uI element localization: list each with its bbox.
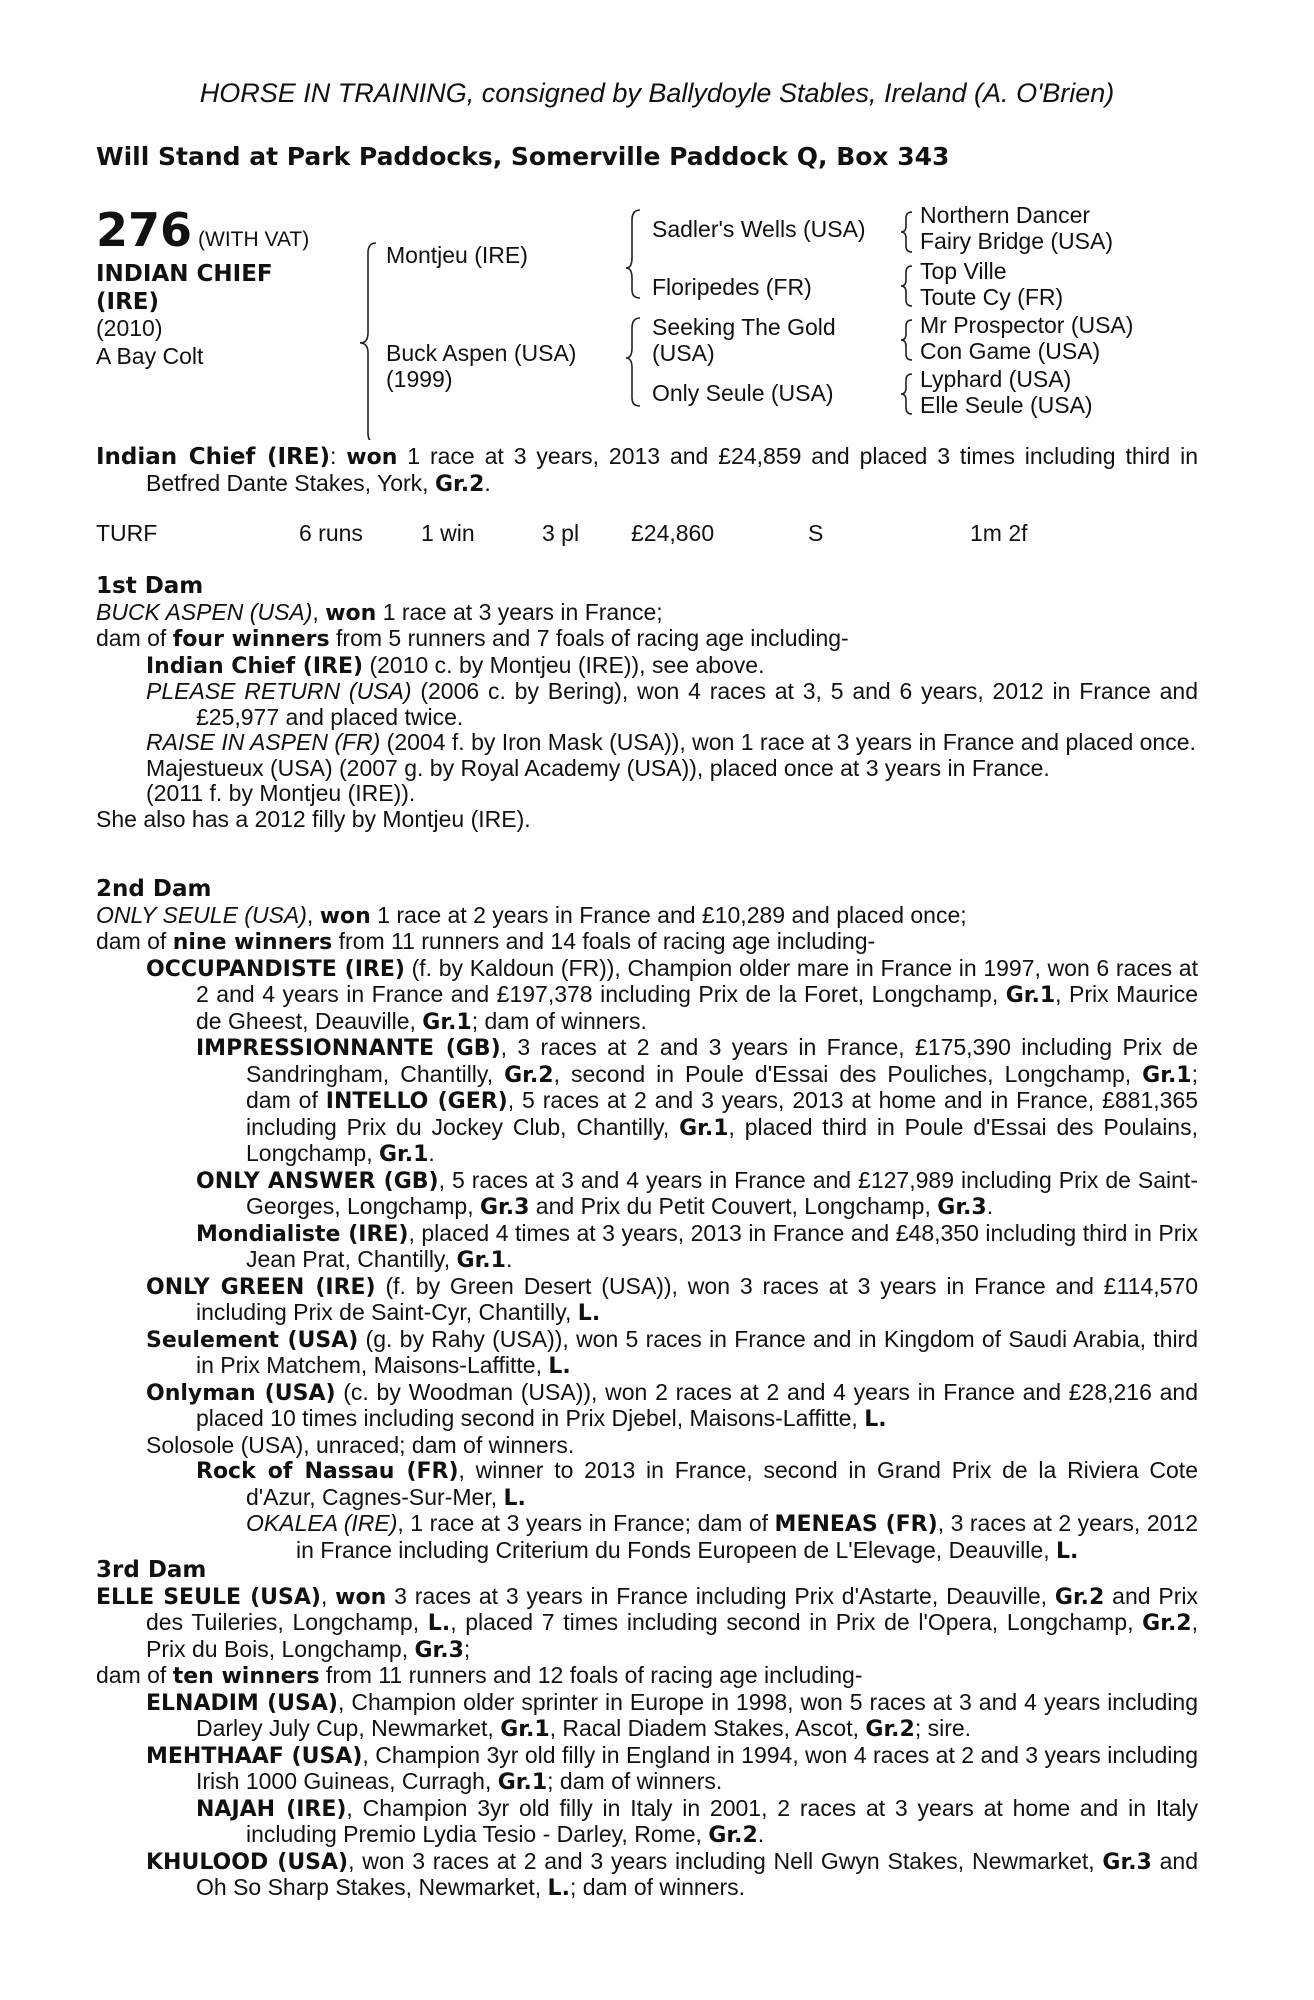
pedigree-dam-sire: Seeking The Gold (USA) [652,314,836,366]
list-item: IMPRESSIONNANTE (GB), 3 races at 2 and 3 years in France, £175,390 including Prix de Sandringham, Chantilly, Gr.2, second in Poule d'Essai des Pouliches, Longchamp, Gr.1; dam of INTELLO (GER), 5 races at 2 and 3 years, 2013 at home and in France, £881,365 including Prix du Jockey Club, Chantilly, Gr.1, placed third in Poule d'Essai des Poulains, Longchamp, Gr.1. [196,1034,1199,1167]
list-item: She also has a 2012 filly by Montjeu (IRE). [96,805,531,832]
pedigree-g3-3: Top Ville [920,258,1007,284]
list-item: Majestueux (USA) (2007 g. by Royal Academy (USA)), placed once at 3 years in France. [146,754,1050,781]
pedigree-sire-sire: Sadler's Wells (USA) [652,216,866,242]
list-item: ELNADIM (USA), Champion older sprinter in Europe in 1998, won 5 races at 3 and 4 years including Darley July Cup, Newmarket, Gr.1, Racal Diadem Stakes, Ascot, Gr.2; sire. [146,1688,1198,1742]
first-dam-section: 1st Dam BUCK ASPEN (USA), won 1 race at 3 years in France; dam of four winners from 5 runners and 7 foals of racing age including- Indian Chief (IRE) (2010 c. by Montjeu (IRE)), see above. PLEASE RETURN (USA) (2006 c. by Bering), won 4 races at 3, 5 and 6 years, 2012 in France and £25,977 and placed twice. RAISE IN ASPEN (FR) (2004 f. by Iron Mask (USA)), won 1 race at 3 years in France and placed once. Majestueux (USA) (2007 g. by Royal Academy (USA)), placed once at 3 years in France. (2011 f. by Montjeu (IRE)). She also has a 2012 filly by Montjeu (IRE). [96,573,1198,832]
pedigree-sire-dam: Floripedes (FR) [652,274,812,300]
horse-name: INDIAN CHIEF (IRE) [96,261,273,315]
pedigree-dam: Buck Aspen (USA) (1999) [386,340,577,392]
list-item: Seulement (USA) (g. by Rahy (USA)), won 5 races in France and in Kingdom of Saudi Arabia, third in Prix Matchem, Maisons-Laffitte, L. [146,1325,1199,1379]
list-item: Indian Chief (IRE) (2010 c. by Montjeu (IRE)), see above. [146,651,765,679]
lot-number: 276 [96,203,193,257]
list-item: KHULOOD (USA), won 3 races at 2 and 3 years including Nell Gwyn Stakes, Newmarket, Gr.3 and Oh So Sharp Stakes, Newmarket, L.; dam of winners. [146,1847,1198,1901]
record-going: S [808,520,824,546]
pedigree-sire: Montjeu (IRE) [386,242,528,268]
pedigree-g3-4: Toute Cy (FR) [920,284,1064,310]
pedigree-g3-1: Northern Dancer [920,202,1091,228]
list-item: Solosole (USA), unraced; dam of winners. [146,1431,575,1458]
race-summary: Indian Chief (IRE): won 1 race at 3 years, 2013 and £24,859 and placed 3 times including third in Betfred Dante Stakes, York, Gr.2. [96,443,1199,497]
horse-description: A Bay Colt [96,343,204,369]
second-dam-section: 2nd Dam ONLY SEULE (USA), won 1 race at 2 years in France and £10,289 and placed once; dam of nine winners from 11 runners and 14 foals of racing age including- OCCUPANDISTE (IRE) (f. by Kaldoun (FR)), Champion older mare in France in 1997, won 6 races at 2 and 4 years in France and £197,378 including Prix de la Foret, Longchamp, Gr.1, Prix Maurice de Gheest, Deauville, Gr.1; dam of winners. IMPRESSIONNANTE (GB), 3 races at 2 and 3 years in France, £175,390 including Prix de Sandringham, Chantilly, Gr.2, second in Poule d'Essai des Pouliches, Longchamp, Gr.1; dam of INTELLO (GER), 5 races at 2 and 3 years, 2013 at home and in France, £881,365 including Prix du Jockey Club, Chantilly, Gr.1, placed third in Poule d'Essai des Poulains, Longchamp, Gr.1. ONLY ANSWER (GB), 5 races at 3 and 4 years in France and £127,989 including Prix de Saint-Georges, Longchamp, Gr.3 and Prix du Petit Couvert, Longchamp, Gr.3. Mondialiste (IRE), placed 4 times at 3 years, 2013 in France and £48,350 including third in Prix Jean Prat, Chantilly, Gr.1. ONLY GREEN (IRE) (f. by Green Desert (USA)), won 3 races at 3 years in France and £114,570 including Prix de Saint-Cyr, Chantilly, L. Seulement (USA) (g. by Rahy (USA)), won 5 races in France and in Kingdom of Saudi Arabia, third in Prix Matchem, Maisons-Laffitte, L. Onlyman (USA) (c. by Woodman (USA)), won 2 races at 2 and 4 years in France and £28,216 and placed 10 times including second in Prix Djebel, Maisons-Laffitte, L. Solosole (USA), unraced; dam of winners. Rock of Nassau (FR), winner to 2013 in France, second in Grand Prix de la Riviera Cote d'Azur, Cagnes-Sur-Mer, L. OKALEA (IRE), 1 race at 3 years in France; dam of MENEAS (FR), 3 races at 2 years, 2012 in France including Criterium du Fonds Europeen de L'Elevage, Deauville, L. [96,876,1199,1564]
pedigree-g3-6: Con Game (USA) [920,338,1101,364]
list-item: OKALEA (IRE), 1 race at 3 years in France; dam of MENEAS (FR), 3 races at 2 years, 2012 in France including Criterium du Fonds Europeen de L'Elevage, Deauville, L. [246,1510,1198,1564]
lot-vat: (WITH VAT) [198,228,310,251]
list-item: MEHTHAAF (USA), Champion 3yr old filly in England in 1994, won 4 races at 2 and 3 years including Irish 1000 Guineas, Curragh, Gr.1; dam of winners. [146,1741,1198,1795]
list-item: Mondialiste (IRE), placed 4 times at 3 years, 2013 in France and £48,350 including third in Prix Jean Prat, Chantilly, Gr.1. [196,1219,1199,1273]
pedigree-g3-5: Mr Prospector (USA) [920,312,1134,338]
pedigree-g3-7: Lyphard (USA) [920,366,1072,392]
record-surface: TURF [96,520,158,546]
list-item: Onlyman (USA) (c. by Woodman (USA)), won 2 races at 2 and 4 years in France and £28,216 and placed 10 times including second in Prix Djebel, Maisons-Laffitte, L. [146,1378,1198,1432]
catalogue-header: HORSE IN TRAINING, consigned by Ballydoyle Stables, Ireland (A. O'Brien) [199,78,1115,108]
horse-year: (2010) [96,315,163,341]
list-item: Rock of Nassau (FR), winner to 2013 in France, second in Grand Prix de la Riviera Cote d'Azur, Cagnes-Sur-Mer, L. [196,1457,1198,1511]
list-item: RAISE IN ASPEN (FR) (2004 f. by Iron Mask (USA)), won 1 race at 3 years in France and placed once. [146,729,1196,755]
first-dam-heading: 1st Dam [96,573,204,599]
list-item: (2011 f. by Montjeu (IRE)). [146,780,416,806]
list-item: NAJAH (IRE), Champion 3yr old filly in Italy in 2001, 2 races at 3 years at home and in Italy including Premio Lydia Tesio - Darley, Rome, Gr.2. [196,1794,1198,1848]
list-item: PLEASE RETURN (USA) (2006 c. by Bering), won 4 races at 3, 5 and 6 years, 2012 in France and £25,977 and placed twice. [146,678,1198,730]
third-dam-section: 3rd Dam ELLE SEULE (USA), won 3 races at 3 years in France including Prix d'Astarte, Deauville, Gr.2 and Prix des Tuileries, Longchamp, L., placed 7 times including second in Prix de l'Opera, Longchamp, Gr.2, Prix du Bois, Longchamp, Gr.3; dam of ten winners from 11 runners and 12 foals of racing age including- ELNADIM (USA), Champion older sprinter in Europe in 1998, won 5 races at 3 and 4 years including Darley July Cup, Newmarket, Gr.1, Racal Diadem Stakes, Ascot, Gr.2; sire. MEHTHAAF (USA), Champion 3yr old filly in England in 1994, won 4 races at 2 and 3 years including Irish 1000 Guineas, Curragh, Gr.1; dam of winners. NAJAH (IRE), Champion 3yr old filly in Italy in 2001, 2 races at 3 years at home and in Italy including Premio Lydia Tesio - Darley, Rome, Gr.2. KHULOOD (USA), won 3 races at 2 and 3 years including Nell Gwyn Stakes, Newmarket, Gr.3 and Oh So Sharp Stakes, Newmarket, L.; dam of winners. [96,1557,1199,1901]
record-placed: 3 pl [542,520,580,546]
pedigree-g3-8: Elle Seule (USA) [920,392,1093,418]
second-dam-heading: 2nd Dam [96,876,212,902]
pedigree-g3-2: Fairy Bridge (USA) [920,228,1113,254]
pedigree-dam-dam: Only Seule (USA) [652,380,834,406]
list-item: ONLY ANSWER (GB), 5 races at 3 and 4 years in France and £127,989 including Prix de Saint-Georges, Longchamp, Gr.3 and Prix du Petit Couvert, Longchamp, Gr.3. [196,1166,1198,1220]
record-runs: 6 runs [299,520,363,546]
stand-location: Will Stand at Park Paddocks, Somerville Paddock Q, Box 343 [96,142,950,171]
list-item: ONLY GREEN (IRE) (f. by Green Desert (USA)), won 3 races at 3 years in France and £114,570 including Prix de Saint-Cyr, Chantilly, L. [146,1272,1199,1326]
record-wins: 1 win [421,520,475,546]
list-item: OCCUPANDISTE (IRE) (f. by Kaldoun (FR)), Champion older mare in France in 1997, won 6 races at 2 and 4 years in France and £197,378 including Prix de la Foret, Longchamp, Gr.1, Prix Maurice de Gheest, Deauville, Gr.1; dam of winners. [146,954,1198,1035]
third-dam-heading: 3rd Dam [96,1557,207,1583]
record-distance: 1m 2f [970,520,1028,546]
record-earnings: £24,860 [631,520,715,546]
